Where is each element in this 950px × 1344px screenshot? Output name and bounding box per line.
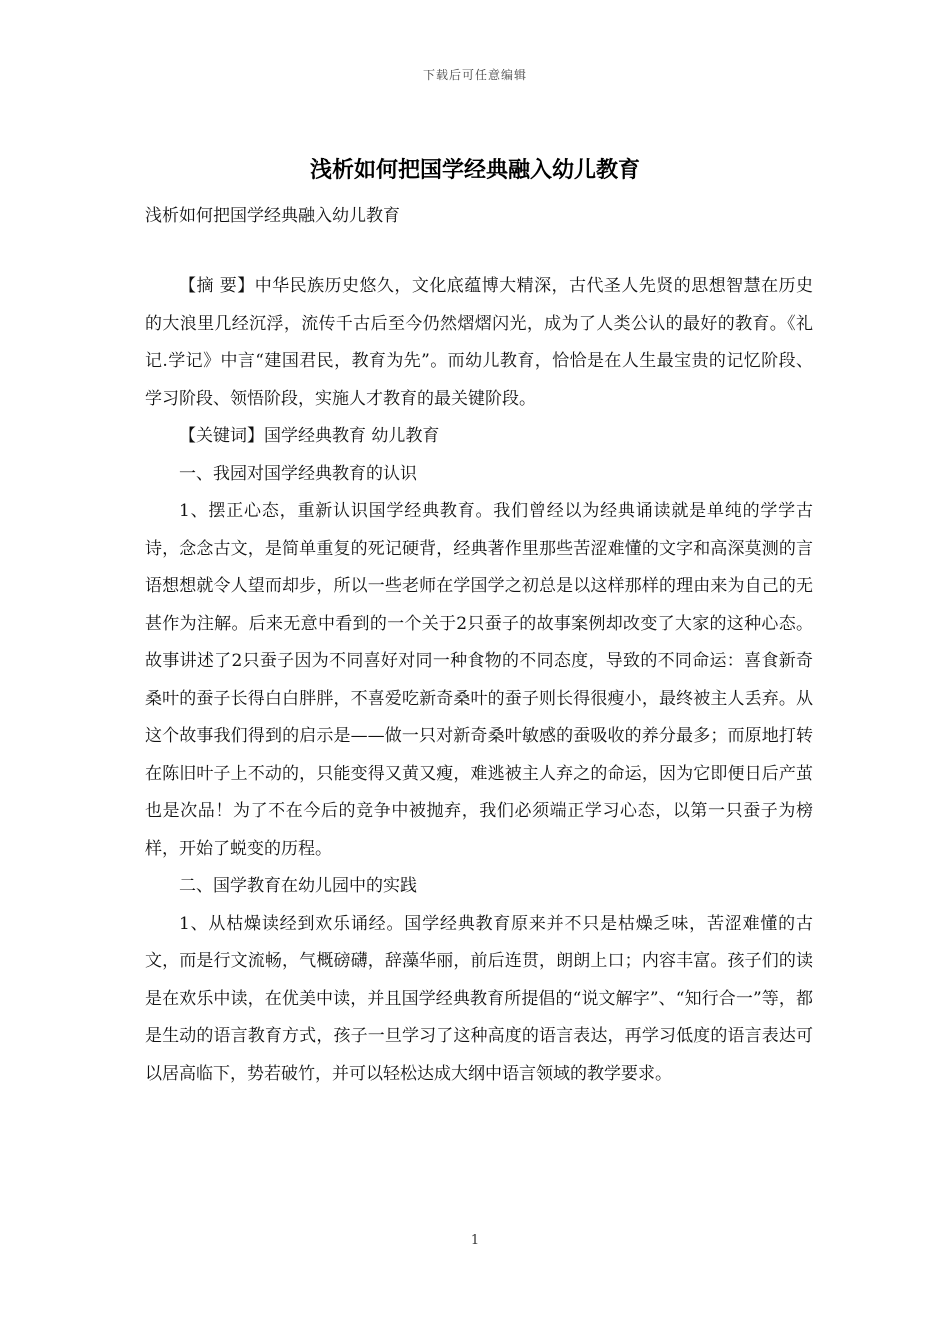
abstract-paragraph: 【摘 要】中华民族历史悠久，文化底蕴博大精深，古代圣人先贤的思想智慧在历史的大浪里几经沉浮，流传千古后至今仍然熠熠闪光，成为了人类公认的最好的教育。《礼记.学记》中言“建国君民，教育为先”。而幼儿教育，恰恰是在人生最宝贵的记忆阶段、学习阶段、领悟阶段，实施人才教育的最关键阶段。 (145, 276, 813, 409)
page-header: 下载后可任意编辑 (422, 68, 527, 82)
keywords-paragraph: 【关键词】国学经典教育 幼儿教育 (179, 426, 440, 446)
section-heading-1: 一、我园对国学经典教育的认识 (179, 463, 417, 484)
body-paragraph: 1、摆正心态，重新认识国学经典教育。我们曾经以为经典诵读就是单纯的学学古诗，念念古文，是简单重复的死记硬背，经典著作里那些苦涩难懂的文字和高深莫测的言语想想就令人望而却步，所以一些老师在学国学之初总是以这样那样的理由来为自己的无甚作为注解。后来无意中看到的一个关于2只蚕子的故事案例却改变了大家的这种心态。故事讲述了2只蚕子因为不同喜好对同一种食物的不同态度，导致的不同命运：喜食新奇桑叶的蚕子长得白白胖胖，不喜爱吃新奇桑叶的蚕子则长得很瘦小，最终被主人丢弃。从这个故事我们得到的启示是——做一只对新奇桑叶敏感的蚕吸收的养分最多；而原地打转在陈旧叶子上不动的，只能变得又黄又瘦，难逃被主人弃之的命运，因为它即便日后产茧也是次品！为了不在今后的竞争中被抛弃，我们必须端正学习心态，以第一只蚕子为榜样，开始了蜕变的历程。 (145, 501, 813, 859)
body-paragraph: 1、从枯燥读经到欢乐诵经。国学经典教育原来并不只是枯燥乏味，苦涩难懂的古文，而是行文流畅，气概磅礴，辞藻华丽，前后连贯，朗朗上口；内容丰富。孩子们的读是在欢乐中读，在优美中读，并且国学经典教育所提倡的“说文解字”、“知行合一”等，都是生动的语言教育方式，孩子一旦学习了这种高度的语言表达，再学习低度的语言表达可以居高临下，势若破竹，并可以轻松达成大纲中语言领域的教学要求。 (145, 913, 813, 1084)
document-body (145, 268, 813, 1093)
section-heading-2: 二、国学教育在幼儿园中的实践 (179, 876, 417, 896)
document-title: 浅析如何把国学经典融入幼儿教育 (309, 157, 640, 183)
document-subtitle: 浅析如何把国学经典融入幼儿教育 (145, 206, 400, 226)
page-number: 1 (470, 1233, 480, 1248)
